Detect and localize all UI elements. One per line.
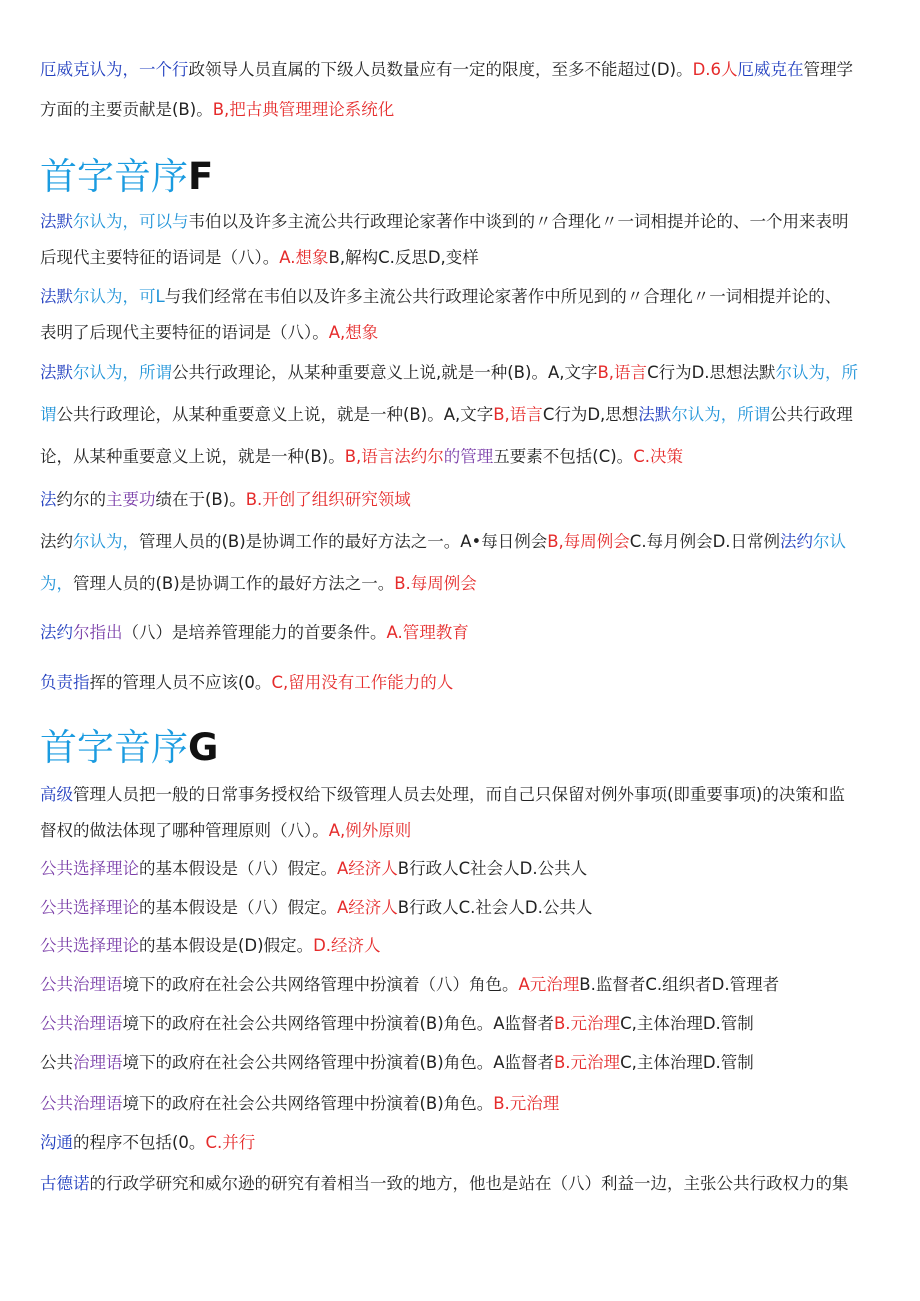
answer-text: C.并行 [205,1133,256,1152]
text-segment: 境下的政府在社会公共网络管理中扮演着(B)角色。 [122,1094,494,1113]
text-line [40,781,882,805]
text-segment: 尔认为，可以与 [73,212,189,231]
answer-text: A经济人 [337,859,398,878]
text-segment: 管理人员把一般的日常事务授权给下级管理人员去处理，而自己只保留对例外事项(即重要事项)的决策和监 [73,785,845,804]
text-line [40,855,882,879]
text-line [40,1170,882,1194]
text-line [40,1010,882,1034]
text-segment: C,主体治理D.管制 [620,1053,754,1072]
text-segment: 负责指 [40,673,90,692]
text-line [40,971,882,995]
text-segment: 公共行政理 [770,405,853,424]
text-line [40,244,882,268]
text-segment: 公共 [40,1053,73,1072]
text-segment: 境下的政府在社会公共网络管理中扮演着(B)角色。A监督者 [122,1053,554,1072]
text-segment: 沟通 [40,1133,73,1152]
text-line [40,1090,882,1114]
text-segment: 尔认 [813,532,847,551]
answer-text: B,每周例会 [547,532,630,551]
answer-text: A经济人 [337,898,398,917]
text-line [40,443,882,467]
text-segment: 法默 [40,287,73,306]
answer-text: B.元治理 [553,1053,621,1072]
text-segment: 法 [40,490,57,509]
text-segment: 管理人员的(B)是协调工作的最好方法之一。 [73,574,395,593]
text-segment: 法约 [40,623,73,642]
text-segment: 挥的管理人员不应该(0。 [89,673,272,692]
text-segment: 厄威克认为，一个行 [40,60,189,79]
answer-text: D.6人 [692,60,738,79]
text-line [40,96,882,120]
text-segment: 与我们经常在韦伯以及许多主流公共行政理论家著作中所见到的〃合理化〃一词相提并论的、 [164,287,842,306]
text-line [40,528,882,552]
text-segment: 管理学 [803,60,854,79]
section-heading-text: 首字音序 [40,155,188,198]
section-heading-letter: G [188,726,219,769]
text-segment: 公共选择理论 [40,936,139,955]
text-segment: 公共选择理论 [40,898,139,917]
text-segment: C.每月例会D.日常例 [629,532,781,551]
answer-text: B.每周例会 [394,574,477,593]
text-segment: 尔认为，可L [73,287,165,306]
text-segment: B.监督者C.组织者D.管理者 [579,975,780,994]
text-line [40,669,882,693]
text-segment: 公共治理语 [40,1094,123,1113]
answer-text: A,想象 [328,323,379,342]
text-segment: 法默 [40,363,73,382]
answer-text: A.想象 [279,248,329,267]
text-segment: 境下的政府在社会公共网络管理中扮演着(B)角色。A监督者 [122,1014,554,1033]
text-segment: 表明了后现代主要特征的语词是（八）。 [40,323,329,342]
text-segment: 督权的做法体现了哪种管理原则（八）。 [40,821,329,840]
text-segment: 的基本假设是（八）假定。 [139,859,337,878]
text-segment: 公共行政理论，从某种重要意义上说，就是一种(B)。A,文字 [56,405,494,424]
answer-text: C.决策 [633,447,683,466]
text-line [40,1049,882,1073]
text-line [40,56,882,80]
answer-text: A,例外原则 [328,821,412,840]
text-segment: 公共治理语 [40,975,123,994]
text-segment: 尔认为，所谓 [671,405,771,424]
answer-text: B,语言法约尔 [344,447,444,466]
text-segment: 论，从某种重要意义上说，就是一种(B)。 [40,447,345,466]
text-segment: C,主体治理D.管制 [620,1014,754,1033]
text-segment: 韦伯以及许多主流公共行政理论家著作中谈到的〃合理化〃一词相提并论的、一个用来表明 [188,212,849,231]
text-line [40,619,882,643]
text-segment: 谓 [40,405,57,424]
answer-text: B.开创了组织研究领域 [245,490,411,509]
text-line [40,283,882,307]
text-segment: 厄威克在 [737,60,804,79]
text-line [40,486,882,510]
answer-text: B,把古典管理理论系统化 [212,100,395,119]
text-segment: 法默 [40,212,73,231]
text-segment: B,解构C.反思D,变样 [328,248,479,267]
text-segment: 尔认为， [73,532,139,551]
answer-text: A元治理 [518,975,580,994]
text-line [40,208,882,232]
text-segment: 尔认为，所 [775,363,859,382]
text-segment: 的行政学研究和威尔逊的研究有着相当一致的地方，他也是站在（八）利益一边，主张公共行政权力的集 [89,1174,849,1193]
text-segment: 的管理 [443,447,494,466]
text-segment: 尔指出 [73,623,123,642]
section-heading-f [40,146,213,200]
text-segment: 主要功 [106,490,156,509]
section-heading-g [40,717,218,771]
text-segment: 绩在于(B)。 [155,490,246,509]
text-segment: 的基本假设是(D)假定。 [139,936,314,955]
text-line [40,1129,882,1153]
answer-text: B,语言 [493,405,543,424]
text-line [40,359,882,383]
text-segment: 约尔的 [56,490,106,509]
text-line [40,401,882,425]
text-segment: 五要素不包括(C)。 [493,447,634,466]
text-segment: 公共选择理论 [40,859,139,878]
text-line [40,319,882,343]
answer-text: B.元治理 [553,1014,621,1033]
text-segment: 公共治理语 [40,1014,123,1033]
text-segment: 治理语 [73,1053,123,1072]
text-segment: 古德诺 [40,1174,90,1193]
answer-text: C,留用没有工作能力的人 [271,673,454,692]
text-segment: 境下的政府在社会公共网络管理中扮演着（八）角色。 [122,975,519,994]
text-segment: B行政人C.社会人D.公共人 [397,898,593,917]
text-segment: 法默 [638,405,672,424]
text-segment: C行为D,思想 [542,405,639,424]
text-segment: B行政人C社会人D.公共人 [397,859,588,878]
text-segment: 尔认为，所谓 [73,363,172,382]
text-line [40,570,882,594]
text-segment: 的基本假设是（八）假定。 [139,898,337,917]
text-segment: 方面的主要贡献是(B)。 [40,100,213,119]
text-segment: 公共行政理论，从某种重要意义上说,就是一种(B)。A,文字 [172,363,598,382]
answer-text: D.经济人 [313,936,381,955]
text-segment: 政领导人员直属的下级人员数量应有一定的限度，至多不能超过(D)。 [188,60,693,79]
text-segment: 法约 [780,532,814,551]
text-segment: 法约 [40,532,73,551]
text-segment: C行为D.思想法默 [647,363,776,382]
text-line [40,817,882,841]
text-line [40,894,882,918]
text-segment: 管理人员的(B)是协调工作的最好方法之一。A•每日例会 [139,532,548,551]
text-segment: 为， [40,574,73,593]
section-heading-text: 首字音序 [40,726,188,769]
answer-text: B,语言 [597,363,648,382]
text-segment: 高级 [40,785,73,804]
text-segment: （八）是培养管理能力的首要条件。 [122,623,387,642]
text-segment: 的程序不包括(0。 [73,1133,206,1152]
text-segment: 后现代主要特征的语词是（八）。 [40,248,280,267]
text-line [40,932,882,956]
answer-text: B.元治理 [493,1094,560,1113]
section-heading-letter: F [188,155,214,198]
answer-text: A.管理教育 [386,623,469,642]
